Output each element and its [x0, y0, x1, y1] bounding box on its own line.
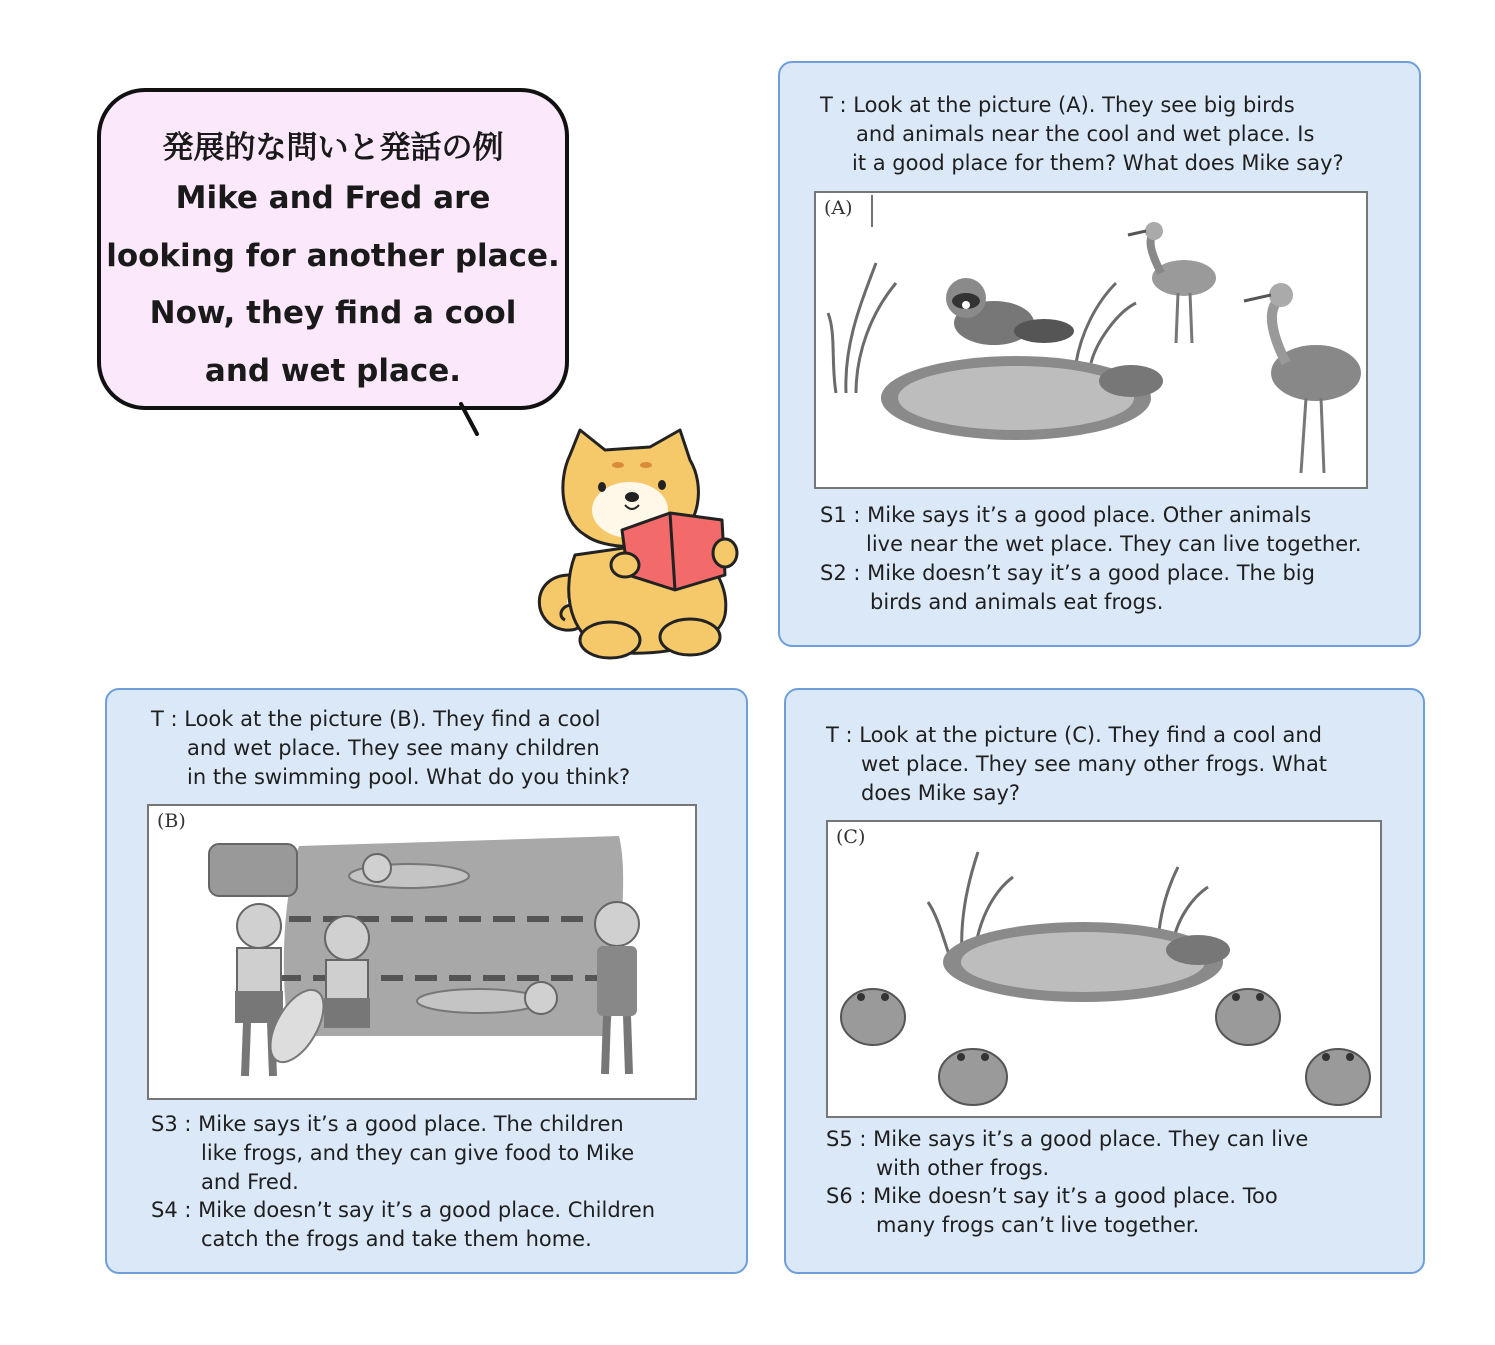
student-answer: like frogs, and they can give food to Mike [201, 1141, 635, 1165]
teacher-question: wet place. They see many other frogs. What [861, 752, 1328, 776]
teacher-question: in the swimming pool. What do you think? [187, 765, 631, 789]
bubble-line: and wet place. [204, 353, 462, 389]
student-answer: S1 : Mike says it’s a good place. Other animals [820, 503, 1312, 527]
picture-b [147, 804, 697, 1100]
student-answer: and Fred. [201, 1170, 299, 1194]
student-answer: live near the wet place. They can live together. [866, 532, 1362, 556]
teacher-question: T : Look at the picture (A). They see big birds [820, 93, 1295, 117]
pond-with-frogs-icon [828, 822, 1380, 1116]
student-answer: S4 : Mike doesn’t say it’s a good place. Children [151, 1198, 656, 1222]
swimming-pool-children-icon [149, 806, 695, 1098]
teacher-question: and animals near the cool and wet place. Is [856, 122, 1315, 146]
picture-label: (B) [157, 810, 186, 832]
picture-label: (A) [824, 197, 853, 219]
panel-picture-b [105, 688, 748, 1274]
teacher-question: T : Look at the picture (B). They find a cool [151, 707, 601, 731]
student-answer: catch the frogs and take them home. [201, 1227, 592, 1251]
picture-label: (C) [836, 826, 866, 848]
student-answer: S2 : Mike doesn’t say it’s a good place. The big [820, 561, 1315, 585]
bubble-line: Now, they find a cool [149, 295, 517, 331]
shiba-dog-reading-book-icon [530, 425, 745, 665]
teacher-question: and wet place. They see many children [187, 736, 600, 760]
panel-picture-c [784, 688, 1425, 1274]
picture-a [814, 191, 1368, 489]
student-answer: with other frogs. [876, 1156, 1050, 1180]
teacher-question: T : Look at the picture (C). They find a cool and [826, 723, 1322, 747]
teacher-question: does Mike say? [861, 781, 1021, 805]
student-answer: birds and animals eat frogs. [870, 590, 1164, 614]
student-answer: many frogs can’t live together. [876, 1213, 1200, 1237]
panel-picture-a [778, 61, 1421, 647]
student-answer: S5 : Mike says it’s a good place. They can live [826, 1127, 1309, 1151]
picture-c [826, 820, 1382, 1118]
pond-scene-icon [816, 193, 1366, 487]
bubble-line: Mike and Fred are [175, 180, 491, 216]
student-answer: S6 : Mike doesn’t say it’s a good place. Too [826, 1184, 1278, 1208]
bubble-line: looking for another place. [106, 238, 560, 274]
bubble-title: 発展的な問いと発話の例 [162, 130, 504, 166]
speech-bubble-tail [455, 400, 485, 440]
teacher-question: it a good place for them? What does Mike say? [852, 151, 1344, 175]
student-answer: S3 : Mike says it’s a good place. The children [151, 1112, 624, 1136]
speech-bubble [97, 88, 569, 410]
